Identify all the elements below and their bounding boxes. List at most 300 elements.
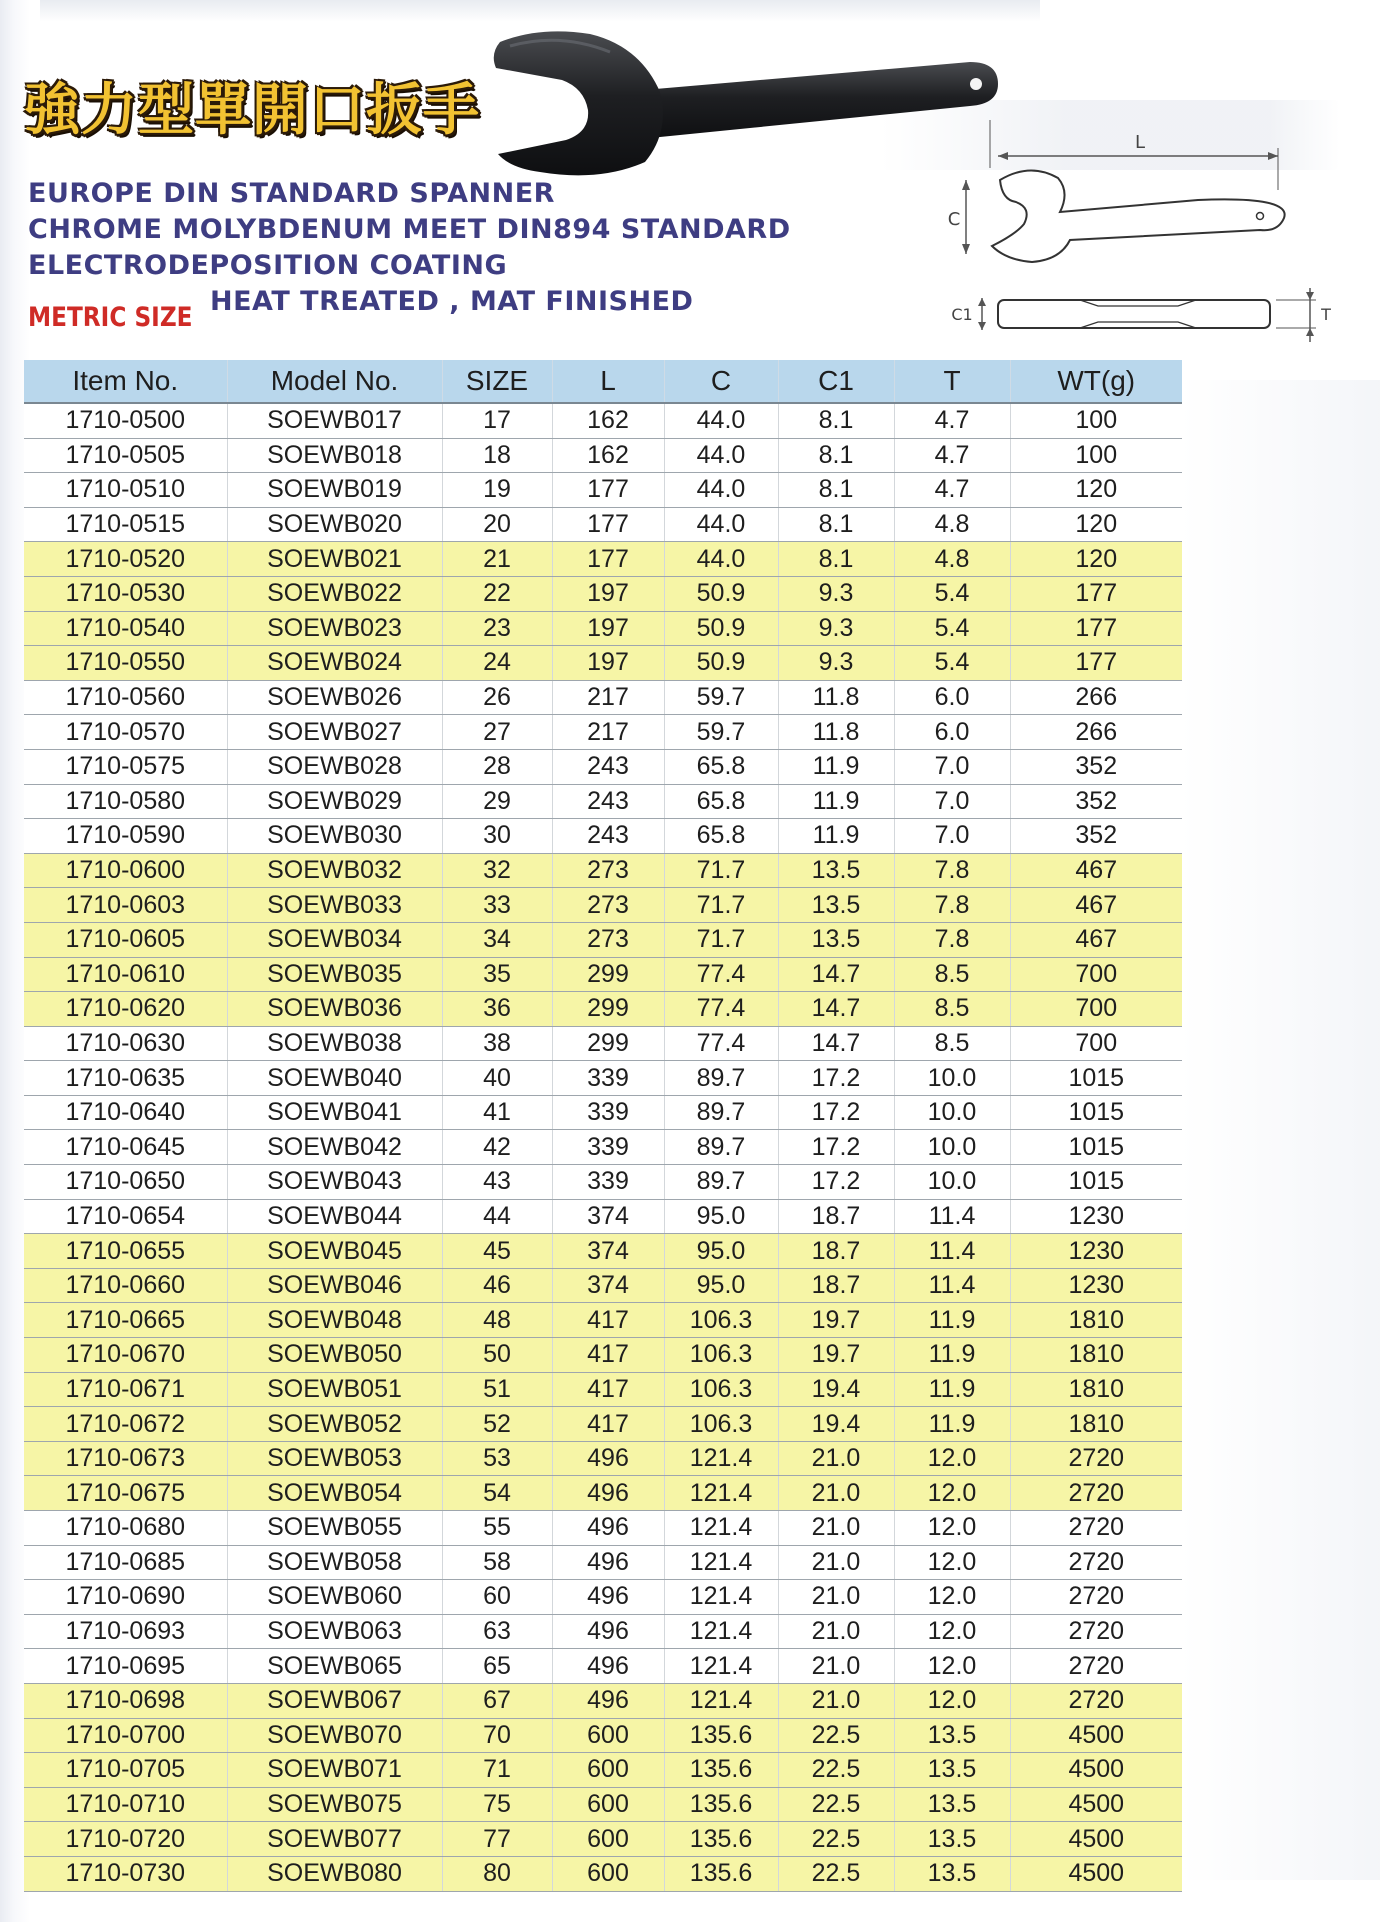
table-row xyxy=(24,819,1182,854)
spec-line-3: ELECTRODEPOSITION COATING xyxy=(28,250,508,281)
cell-item-no: 1710-0720 xyxy=(24,1822,227,1857)
table-row xyxy=(24,1061,1182,1096)
table-row xyxy=(24,646,1182,681)
cell-c: 121.4 xyxy=(664,1511,778,1546)
cell-wt: 1015 xyxy=(1010,1165,1182,1200)
cell-t: 4.7 xyxy=(894,403,1010,438)
table-row xyxy=(24,1649,1182,1684)
cell-c: 44.0 xyxy=(664,542,778,577)
header-c1: C1 xyxy=(778,360,894,403)
cell-item-no: 1710-0510 xyxy=(24,473,227,508)
cell-item-no: 1710-0673 xyxy=(24,1441,227,1476)
table-row xyxy=(24,403,1182,438)
cell-model-no: SOEWB033 xyxy=(227,888,442,923)
table-row xyxy=(24,853,1182,888)
cell-model-no: SOEWB044 xyxy=(227,1199,442,1234)
cell-size: 70 xyxy=(442,1718,552,1753)
cell-l: 600 xyxy=(552,1822,664,1857)
cell-l: 496 xyxy=(552,1683,664,1718)
metric-size-label: METRIC SIZE xyxy=(28,302,193,333)
cell-l: 177 xyxy=(552,473,664,508)
cell-wt: 120 xyxy=(1010,473,1182,508)
cell-t: 13.5 xyxy=(894,1856,1010,1891)
cell-l: 496 xyxy=(552,1649,664,1684)
cell-c: 89.7 xyxy=(664,1095,778,1130)
cell-c1: 22.5 xyxy=(778,1856,894,1891)
cell-wt: 4500 xyxy=(1010,1822,1182,1857)
cell-size: 42 xyxy=(442,1130,552,1165)
cell-wt: 266 xyxy=(1010,680,1182,715)
cell-model-no: SOEWB032 xyxy=(227,853,442,888)
cell-item-no: 1710-0505 xyxy=(24,438,227,473)
cell-model-no: SOEWB028 xyxy=(227,749,442,784)
cell-item-no: 1710-0665 xyxy=(24,1303,227,1338)
cell-l: 600 xyxy=(552,1718,664,1753)
cell-wt: 1810 xyxy=(1010,1338,1182,1373)
cell-t: 6.0 xyxy=(894,680,1010,715)
cell-item-no: 1710-0500 xyxy=(24,403,227,438)
cell-l: 299 xyxy=(552,957,664,992)
header-size: SIZE xyxy=(442,360,552,403)
cell-model-no: SOEWB070 xyxy=(227,1718,442,1753)
cell-c1: 13.5 xyxy=(778,888,894,923)
page-title: 強力型單開口扳手 xyxy=(24,78,480,143)
cell-item-no: 1710-0530 xyxy=(24,576,227,611)
cell-l: 217 xyxy=(552,715,664,750)
table-row xyxy=(24,473,1182,508)
cell-l: 339 xyxy=(552,1130,664,1165)
cell-l: 299 xyxy=(552,1026,664,1061)
table-header-row xyxy=(24,360,1182,403)
cell-size: 23 xyxy=(442,611,552,646)
cell-c1: 19.7 xyxy=(778,1303,894,1338)
cell-size: 22 xyxy=(442,576,552,611)
cell-t: 7.0 xyxy=(894,784,1010,819)
cell-t: 11.4 xyxy=(894,1268,1010,1303)
cell-size: 44 xyxy=(442,1199,552,1234)
cell-t: 10.0 xyxy=(894,1165,1010,1200)
cell-l: 496 xyxy=(552,1545,664,1580)
cell-size: 58 xyxy=(442,1545,552,1580)
cell-wt: 4500 xyxy=(1010,1787,1182,1822)
cell-size: 18 xyxy=(442,438,552,473)
cell-c1: 22.5 xyxy=(778,1718,894,1753)
cell-c: 89.7 xyxy=(664,1165,778,1200)
cell-t: 7.8 xyxy=(894,922,1010,957)
cell-item-no: 1710-0600 xyxy=(24,853,227,888)
cell-c1: 21.0 xyxy=(778,1580,894,1615)
table-row xyxy=(24,680,1182,715)
cell-c1: 8.1 xyxy=(778,507,894,542)
cell-l: 374 xyxy=(552,1199,664,1234)
cell-model-no: SOEWB051 xyxy=(227,1372,442,1407)
cell-wt: 1015 xyxy=(1010,1130,1182,1165)
cell-wt: 352 xyxy=(1010,784,1182,819)
table-row xyxy=(24,922,1182,957)
cell-wt: 100 xyxy=(1010,438,1182,473)
cell-l: 600 xyxy=(552,1856,664,1891)
cell-t: 8.5 xyxy=(894,992,1010,1027)
table-row xyxy=(24,1511,1182,1546)
spec-table xyxy=(24,360,1182,1892)
cell-c: 50.9 xyxy=(664,646,778,681)
table-row xyxy=(24,438,1182,473)
cell-wt: 1015 xyxy=(1010,1061,1182,1096)
cell-c1: 18.7 xyxy=(778,1234,894,1269)
cell-wt: 700 xyxy=(1010,957,1182,992)
cell-t: 4.8 xyxy=(894,507,1010,542)
cell-size: 55 xyxy=(442,1511,552,1546)
cell-model-no: SOEWB030 xyxy=(227,819,442,854)
cell-c1: 21.0 xyxy=(778,1511,894,1546)
cell-item-no: 1710-0700 xyxy=(24,1718,227,1753)
cell-item-no: 1710-0698 xyxy=(24,1683,227,1718)
cell-model-no: SOEWB075 xyxy=(227,1787,442,1822)
cell-wt: 2720 xyxy=(1010,1580,1182,1615)
cell-l: 417 xyxy=(552,1372,664,1407)
table-row xyxy=(24,507,1182,542)
cell-size: 40 xyxy=(442,1061,552,1096)
cell-l: 374 xyxy=(552,1234,664,1269)
cell-size: 29 xyxy=(442,784,552,819)
cell-item-no: 1710-0520 xyxy=(24,542,227,577)
cell-size: 65 xyxy=(442,1649,552,1684)
cell-t: 12.0 xyxy=(894,1614,1010,1649)
cell-item-no: 1710-0540 xyxy=(24,611,227,646)
cell-item-no: 1710-0630 xyxy=(24,1026,227,1061)
cell-wt: 100 xyxy=(1010,403,1182,438)
cell-size: 75 xyxy=(442,1787,552,1822)
cell-t: 11.9 xyxy=(894,1372,1010,1407)
cell-c1: 11.9 xyxy=(778,749,894,784)
cell-c1: 17.2 xyxy=(778,1165,894,1200)
cell-c1: 14.7 xyxy=(778,1026,894,1061)
cell-item-no: 1710-0675 xyxy=(24,1476,227,1511)
cell-l: 339 xyxy=(552,1061,664,1096)
cell-t: 12.0 xyxy=(894,1545,1010,1580)
cell-model-no: SOEWB058 xyxy=(227,1545,442,1580)
cell-model-no: SOEWB035 xyxy=(227,957,442,992)
cell-model-no: SOEWB063 xyxy=(227,1614,442,1649)
cell-model-no: SOEWB020 xyxy=(227,507,442,542)
table-row xyxy=(24,1338,1182,1373)
table-row xyxy=(24,1234,1182,1269)
cell-c: 89.7 xyxy=(664,1130,778,1165)
cell-l: 600 xyxy=(552,1787,664,1822)
cell-l: 600 xyxy=(552,1753,664,1788)
cell-c: 50.9 xyxy=(664,576,778,611)
cell-item-no: 1710-0610 xyxy=(24,957,227,992)
cell-item-no: 1710-0730 xyxy=(24,1856,227,1891)
cell-model-no: SOEWB018 xyxy=(227,438,442,473)
cell-size: 50 xyxy=(442,1338,552,1373)
cell-l: 374 xyxy=(552,1268,664,1303)
cell-size: 80 xyxy=(442,1856,552,1891)
cell-c1: 19.4 xyxy=(778,1407,894,1442)
header-wt: WT(g) xyxy=(1010,360,1182,403)
cell-t: 12.0 xyxy=(894,1441,1010,1476)
cell-wt: 352 xyxy=(1010,819,1182,854)
cell-t: 12.0 xyxy=(894,1683,1010,1718)
cell-wt: 467 xyxy=(1010,888,1182,923)
cell-model-no: SOEWB042 xyxy=(227,1130,442,1165)
diagram-label-t: T xyxy=(1321,305,1331,324)
table-row xyxy=(24,957,1182,992)
cell-model-no: SOEWB023 xyxy=(227,611,442,646)
cell-c1: 17.2 xyxy=(778,1061,894,1096)
cell-c1: 11.8 xyxy=(778,715,894,750)
cell-c: 77.4 xyxy=(664,957,778,992)
cell-c: 106.3 xyxy=(664,1372,778,1407)
cell-c1: 8.1 xyxy=(778,473,894,508)
cell-l: 339 xyxy=(552,1165,664,1200)
cell-t: 13.5 xyxy=(894,1718,1010,1753)
cell-wt: 2720 xyxy=(1010,1545,1182,1580)
cell-item-no: 1710-0570 xyxy=(24,715,227,750)
cell-l: 243 xyxy=(552,749,664,784)
cell-wt: 700 xyxy=(1010,992,1182,1027)
bleed-through-shading xyxy=(40,0,1040,22)
cell-wt: 177 xyxy=(1010,611,1182,646)
cell-model-no: SOEWB038 xyxy=(227,1026,442,1061)
cell-c1: 22.5 xyxy=(778,1822,894,1857)
cell-t: 11.9 xyxy=(894,1407,1010,1442)
table-row xyxy=(24,992,1182,1027)
cell-t: 7.0 xyxy=(894,819,1010,854)
cell-c: 89.7 xyxy=(664,1061,778,1096)
cell-l: 496 xyxy=(552,1614,664,1649)
cell-c1: 17.2 xyxy=(778,1095,894,1130)
cell-size: 32 xyxy=(442,853,552,888)
cell-c: 77.4 xyxy=(664,992,778,1027)
cell-wt: 1810 xyxy=(1010,1407,1182,1442)
cell-c1: 19.7 xyxy=(778,1338,894,1373)
cell-t: 11.9 xyxy=(894,1338,1010,1373)
cell-l: 299 xyxy=(552,992,664,1027)
table-row xyxy=(24,1545,1182,1580)
cell-c: 44.0 xyxy=(664,403,778,438)
cell-c1: 21.0 xyxy=(778,1649,894,1684)
cell-l: 273 xyxy=(552,922,664,957)
cell-l: 162 xyxy=(552,403,664,438)
cell-c1: 21.0 xyxy=(778,1545,894,1580)
cell-t: 7.0 xyxy=(894,749,1010,784)
table-row xyxy=(24,1268,1182,1303)
cell-size: 17 xyxy=(442,403,552,438)
header-t: T xyxy=(894,360,1010,403)
cell-t: 13.5 xyxy=(894,1753,1010,1788)
spec-line-1: EUROPE DIN STANDARD SPANNER xyxy=(28,178,555,209)
table-row xyxy=(24,1165,1182,1200)
cell-item-no: 1710-0635 xyxy=(24,1061,227,1096)
cell-item-no: 1710-0655 xyxy=(24,1234,227,1269)
cell-c: 65.8 xyxy=(664,749,778,784)
cell-wt: 467 xyxy=(1010,853,1182,888)
cell-wt: 1015 xyxy=(1010,1095,1182,1130)
cell-t: 5.4 xyxy=(894,646,1010,681)
table-row xyxy=(24,1441,1182,1476)
cell-t: 11.4 xyxy=(894,1234,1010,1269)
cell-item-no: 1710-0550 xyxy=(24,646,227,681)
cell-c: 135.6 xyxy=(664,1718,778,1753)
cell-c1: 14.7 xyxy=(778,992,894,1027)
cell-c: 65.8 xyxy=(664,819,778,854)
cell-item-no: 1710-0575 xyxy=(24,749,227,784)
cell-c: 71.7 xyxy=(664,888,778,923)
cell-t: 10.0 xyxy=(894,1061,1010,1096)
cell-model-no: SOEWB040 xyxy=(227,1061,442,1096)
diagram-label-c1: C1 xyxy=(951,305,973,324)
header-c: C xyxy=(664,360,778,403)
cell-t: 10.0 xyxy=(894,1130,1010,1165)
cell-t: 6.0 xyxy=(894,715,1010,750)
cell-model-no: SOEWB017 xyxy=(227,403,442,438)
table-row xyxy=(24,1614,1182,1649)
cell-size: 53 xyxy=(442,1441,552,1476)
cell-size: 27 xyxy=(442,715,552,750)
cell-item-no: 1710-0685 xyxy=(24,1545,227,1580)
cell-c1: 11.9 xyxy=(778,784,894,819)
cell-item-no: 1710-0605 xyxy=(24,922,227,957)
cell-size: 60 xyxy=(442,1580,552,1615)
cell-l: 217 xyxy=(552,680,664,715)
cell-model-no: SOEWB052 xyxy=(227,1407,442,1442)
cell-c: 121.4 xyxy=(664,1580,778,1615)
cell-item-no: 1710-0680 xyxy=(24,1511,227,1546)
cell-size: 51 xyxy=(442,1372,552,1407)
table-row xyxy=(24,576,1182,611)
cell-size: 45 xyxy=(442,1234,552,1269)
cell-c: 135.6 xyxy=(664,1787,778,1822)
cell-c1: 18.7 xyxy=(778,1199,894,1234)
cell-wt: 1230 xyxy=(1010,1199,1182,1234)
cell-item-no: 1710-0580 xyxy=(24,784,227,819)
cell-item-no: 1710-0671 xyxy=(24,1372,227,1407)
cell-l: 162 xyxy=(552,438,664,473)
cell-model-no: SOEWB019 xyxy=(227,473,442,508)
cell-t: 4.7 xyxy=(894,438,1010,473)
cell-size: 43 xyxy=(442,1165,552,1200)
cell-size: 21 xyxy=(442,542,552,577)
cell-c1: 21.0 xyxy=(778,1614,894,1649)
table-row xyxy=(24,1683,1182,1718)
cell-c: 95.0 xyxy=(664,1199,778,1234)
cell-wt: 1230 xyxy=(1010,1268,1182,1303)
cell-t: 11.4 xyxy=(894,1199,1010,1234)
cell-size: 33 xyxy=(442,888,552,923)
cell-wt: 2720 xyxy=(1010,1649,1182,1684)
cell-c: 71.7 xyxy=(664,922,778,957)
table-row xyxy=(24,1199,1182,1234)
cell-t: 5.4 xyxy=(894,576,1010,611)
cell-c: 65.8 xyxy=(664,784,778,819)
cell-t: 12.0 xyxy=(894,1649,1010,1684)
cell-item-no: 1710-0695 xyxy=(24,1649,227,1684)
cell-size: 63 xyxy=(442,1614,552,1649)
cell-size: 46 xyxy=(442,1268,552,1303)
cell-size: 36 xyxy=(442,992,552,1027)
cell-model-no: SOEWB034 xyxy=(227,922,442,957)
cell-c: 106.3 xyxy=(664,1338,778,1373)
cell-size: 71 xyxy=(442,1753,552,1788)
cell-c1: 14.7 xyxy=(778,957,894,992)
cell-wt: 4500 xyxy=(1010,1718,1182,1753)
cell-item-no: 1710-0670 xyxy=(24,1338,227,1373)
cell-wt: 2720 xyxy=(1010,1614,1182,1649)
cell-model-no: SOEWB046 xyxy=(227,1268,442,1303)
cell-t: 7.8 xyxy=(894,853,1010,888)
cell-c: 121.4 xyxy=(664,1476,778,1511)
cell-l: 496 xyxy=(552,1476,664,1511)
cell-wt: 177 xyxy=(1010,646,1182,681)
cell-item-no: 1710-0603 xyxy=(24,888,227,923)
cell-c1: 18.7 xyxy=(778,1268,894,1303)
cell-c: 44.0 xyxy=(664,473,778,508)
header-l: L xyxy=(552,360,664,403)
cell-c1: 9.3 xyxy=(778,646,894,681)
cell-l: 273 xyxy=(552,853,664,888)
cell-item-no: 1710-0710 xyxy=(24,1787,227,1822)
cell-l: 197 xyxy=(552,576,664,611)
cell-c1: 13.5 xyxy=(778,853,894,888)
cell-c1: 11.8 xyxy=(778,680,894,715)
cell-c: 44.0 xyxy=(664,507,778,542)
cell-l: 496 xyxy=(552,1580,664,1615)
table-row xyxy=(24,888,1182,923)
cell-l: 417 xyxy=(552,1303,664,1338)
cell-c: 135.6 xyxy=(664,1856,778,1891)
cell-size: 19 xyxy=(442,473,552,508)
table-row xyxy=(24,1303,1182,1338)
cell-model-no: SOEWB067 xyxy=(227,1683,442,1718)
cell-model-no: SOEWB022 xyxy=(227,576,442,611)
cell-size: 34 xyxy=(442,922,552,957)
table-row xyxy=(24,1580,1182,1615)
table-row xyxy=(24,1095,1182,1130)
cell-t: 12.0 xyxy=(894,1476,1010,1511)
cell-c: 59.7 xyxy=(664,680,778,715)
cell-c: 59.7 xyxy=(664,715,778,750)
cell-model-no: SOEWB045 xyxy=(227,1234,442,1269)
cell-c: 71.7 xyxy=(664,853,778,888)
table-row xyxy=(24,542,1182,577)
cell-wt: 120 xyxy=(1010,507,1182,542)
cell-size: 67 xyxy=(442,1683,552,1718)
cell-t: 13.5 xyxy=(894,1822,1010,1857)
cell-item-no: 1710-0654 xyxy=(24,1199,227,1234)
cell-wt: 1230 xyxy=(1010,1234,1182,1269)
cell-size: 35 xyxy=(442,957,552,992)
table-row xyxy=(24,611,1182,646)
cell-c: 121.4 xyxy=(664,1441,778,1476)
diagram-label-c: C xyxy=(947,209,961,230)
spec-line-2: CHROME MOLYBDENUM MEET DIN894 STANDARD xyxy=(28,214,791,245)
table-row xyxy=(24,1753,1182,1788)
cell-c: 50.9 xyxy=(664,611,778,646)
cell-wt: 1810 xyxy=(1010,1372,1182,1407)
cell-c1: 8.1 xyxy=(778,542,894,577)
cell-wt: 1810 xyxy=(1010,1303,1182,1338)
table-row xyxy=(24,1130,1182,1165)
cell-l: 177 xyxy=(552,507,664,542)
cell-size: 54 xyxy=(442,1476,552,1511)
cell-item-no: 1710-0645 xyxy=(24,1130,227,1165)
table-row xyxy=(24,1026,1182,1061)
cell-model-no: SOEWB048 xyxy=(227,1303,442,1338)
cell-t: 4.7 xyxy=(894,473,1010,508)
cell-wt: 177 xyxy=(1010,576,1182,611)
cell-l: 197 xyxy=(552,646,664,681)
